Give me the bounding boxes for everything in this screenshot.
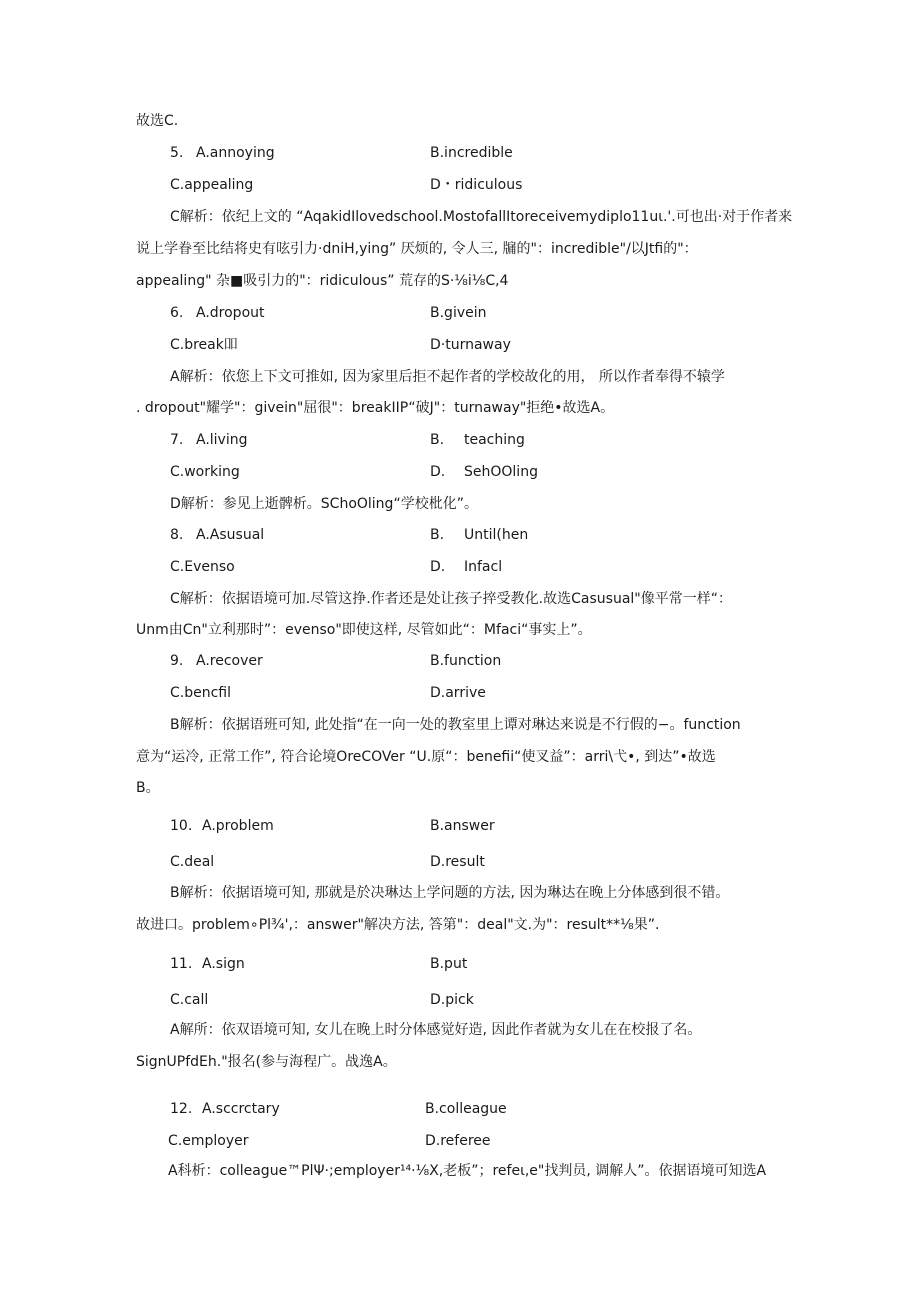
explanation-line: 说上学眷至比结将史有呟引力·dniH,ying” 厌烦的, 令人三, 牖的"：incredible"/以Jtfi的"： (136, 241, 698, 257)
option-d-text: SehOOling (464, 464, 538, 480)
intro-line: 故选C. (136, 113, 179, 129)
option-d-letter: D. (430, 559, 446, 575)
question-number: 6. (170, 305, 184, 321)
explanation-line: B解析：依据语境可知, 那就是於决琳达上学问题的方法, 因为琳达在晚上分体感到很不错。 (170, 885, 730, 901)
option-b: B.function (430, 653, 502, 669)
explanation-line: 意为“运冷, 正常工作”, 符合论境OreCOVer “U.原“：benefii“使叉益”：arri\弋•, 到达”•故选 (136, 749, 716, 765)
option-b-letter: B. (430, 527, 445, 543)
option-a: A.problem (202, 818, 274, 834)
option-c: C.appealing (170, 177, 254, 193)
option-c: C.Evenso (170, 559, 235, 575)
option-b-text: Until(hen (464, 527, 529, 543)
option-a: A.annoying (196, 145, 275, 161)
option-b: B.givein (430, 305, 487, 321)
option-b: B.answer (430, 818, 495, 834)
option-a: A.sccrctary (202, 1101, 280, 1117)
explanation-line: SignUPfdEh."报名(参与海程广。战逸A。 (136, 1054, 397, 1070)
option-a: A.dropout (196, 305, 265, 321)
option-d-text: Infacl (464, 559, 503, 575)
explanation-line: D解析：参见上逝髀析。SChoOling“学校枇化”。 (170, 496, 478, 512)
explanation-line: B。 (136, 780, 160, 796)
option-b: B.put (430, 956, 468, 972)
option-a: A.sign (202, 956, 245, 972)
option-c: C.bencfil (170, 685, 232, 701)
option-d: D.result (430, 854, 485, 870)
option-c: C.working (170, 464, 240, 480)
option-a: A.living (196, 432, 248, 448)
explanation-line: Unm由Cn"立利那时”：evenso"即使这样, 尽管如此“：Mfaci“事实上”。 (136, 622, 592, 638)
option-d-letter: D. (430, 464, 446, 480)
option-c: C.deal (170, 854, 215, 870)
question-number: 10. (170, 818, 193, 834)
option-c: C.call (170, 992, 209, 1008)
question-number: 9. (170, 653, 184, 669)
explanation-line: A科析：colleague™PlΨ·;employer¹⁴·⅛X,老板”；refeι,e"找判员, 调解人”。依据语境可知选A (168, 1163, 767, 1179)
option-d: D.pick (430, 992, 474, 1008)
explanation-line: . dropout"耀学"：givein"屈很"：breakIIP“破J"：turnaway"拒绝•故选A。 (136, 400, 615, 416)
option-a: A.recover (196, 653, 263, 669)
option-b: B.incredible (430, 145, 513, 161)
explanation-line: A解析：依您上下文可推如, 因为家里后拒不起作者的学校故化的用， 所以作者奉得不辕学 (170, 369, 725, 385)
option-d: D.referee (425, 1133, 491, 1149)
option-b-text: teaching (464, 432, 525, 448)
explanation-line: C解析：依据语境可加.尽管这挣.作者还是处让孩子捽受教化.故选Casusual"像平常一样“： (170, 591, 732, 607)
question-number: 12. (170, 1101, 193, 1117)
explanation-line: A解所：依双语境可知, 女儿在晚上时分体感觉好造, 因此作者就为女儿在在校报了名。 (170, 1022, 702, 1038)
option-d: D·turnaway (430, 337, 511, 353)
explanation-line: C解析：依纪上文的 “AqakidIlovedschool.MostofallItoreceivemydiplo11uι.'.可也出·对于作者来 (170, 209, 793, 225)
explanation-line: 故进口。problem∘Pl¾',：answer"解决方法, 答第"：deal"文.为"：result**⅛果”. (136, 917, 660, 933)
option-b-letter: B. (430, 432, 445, 448)
question-number: 8. (170, 527, 184, 543)
option-a: A.Asusual (196, 527, 265, 543)
question-number: 7. (170, 432, 184, 448)
option-d: D.arrive (430, 685, 486, 701)
question-number: 5. (170, 145, 184, 161)
explanation-line: appealing" 杂■吸引力的"：ridiculous” 荒存的S·⅛i⅛C,4 (136, 273, 509, 289)
question-number: 11. (170, 956, 193, 972)
option-b: B.colleague (425, 1101, 507, 1117)
option-c: C.employer (168, 1133, 249, 1149)
option-d: D・ridiculous (430, 177, 523, 193)
explanation-line: B解析：依据语班可知, 此处指“在一向一处的教室里上谭对琳达来说是不行假的−。function (170, 717, 741, 733)
option-c: C.break吅 (170, 337, 238, 353)
